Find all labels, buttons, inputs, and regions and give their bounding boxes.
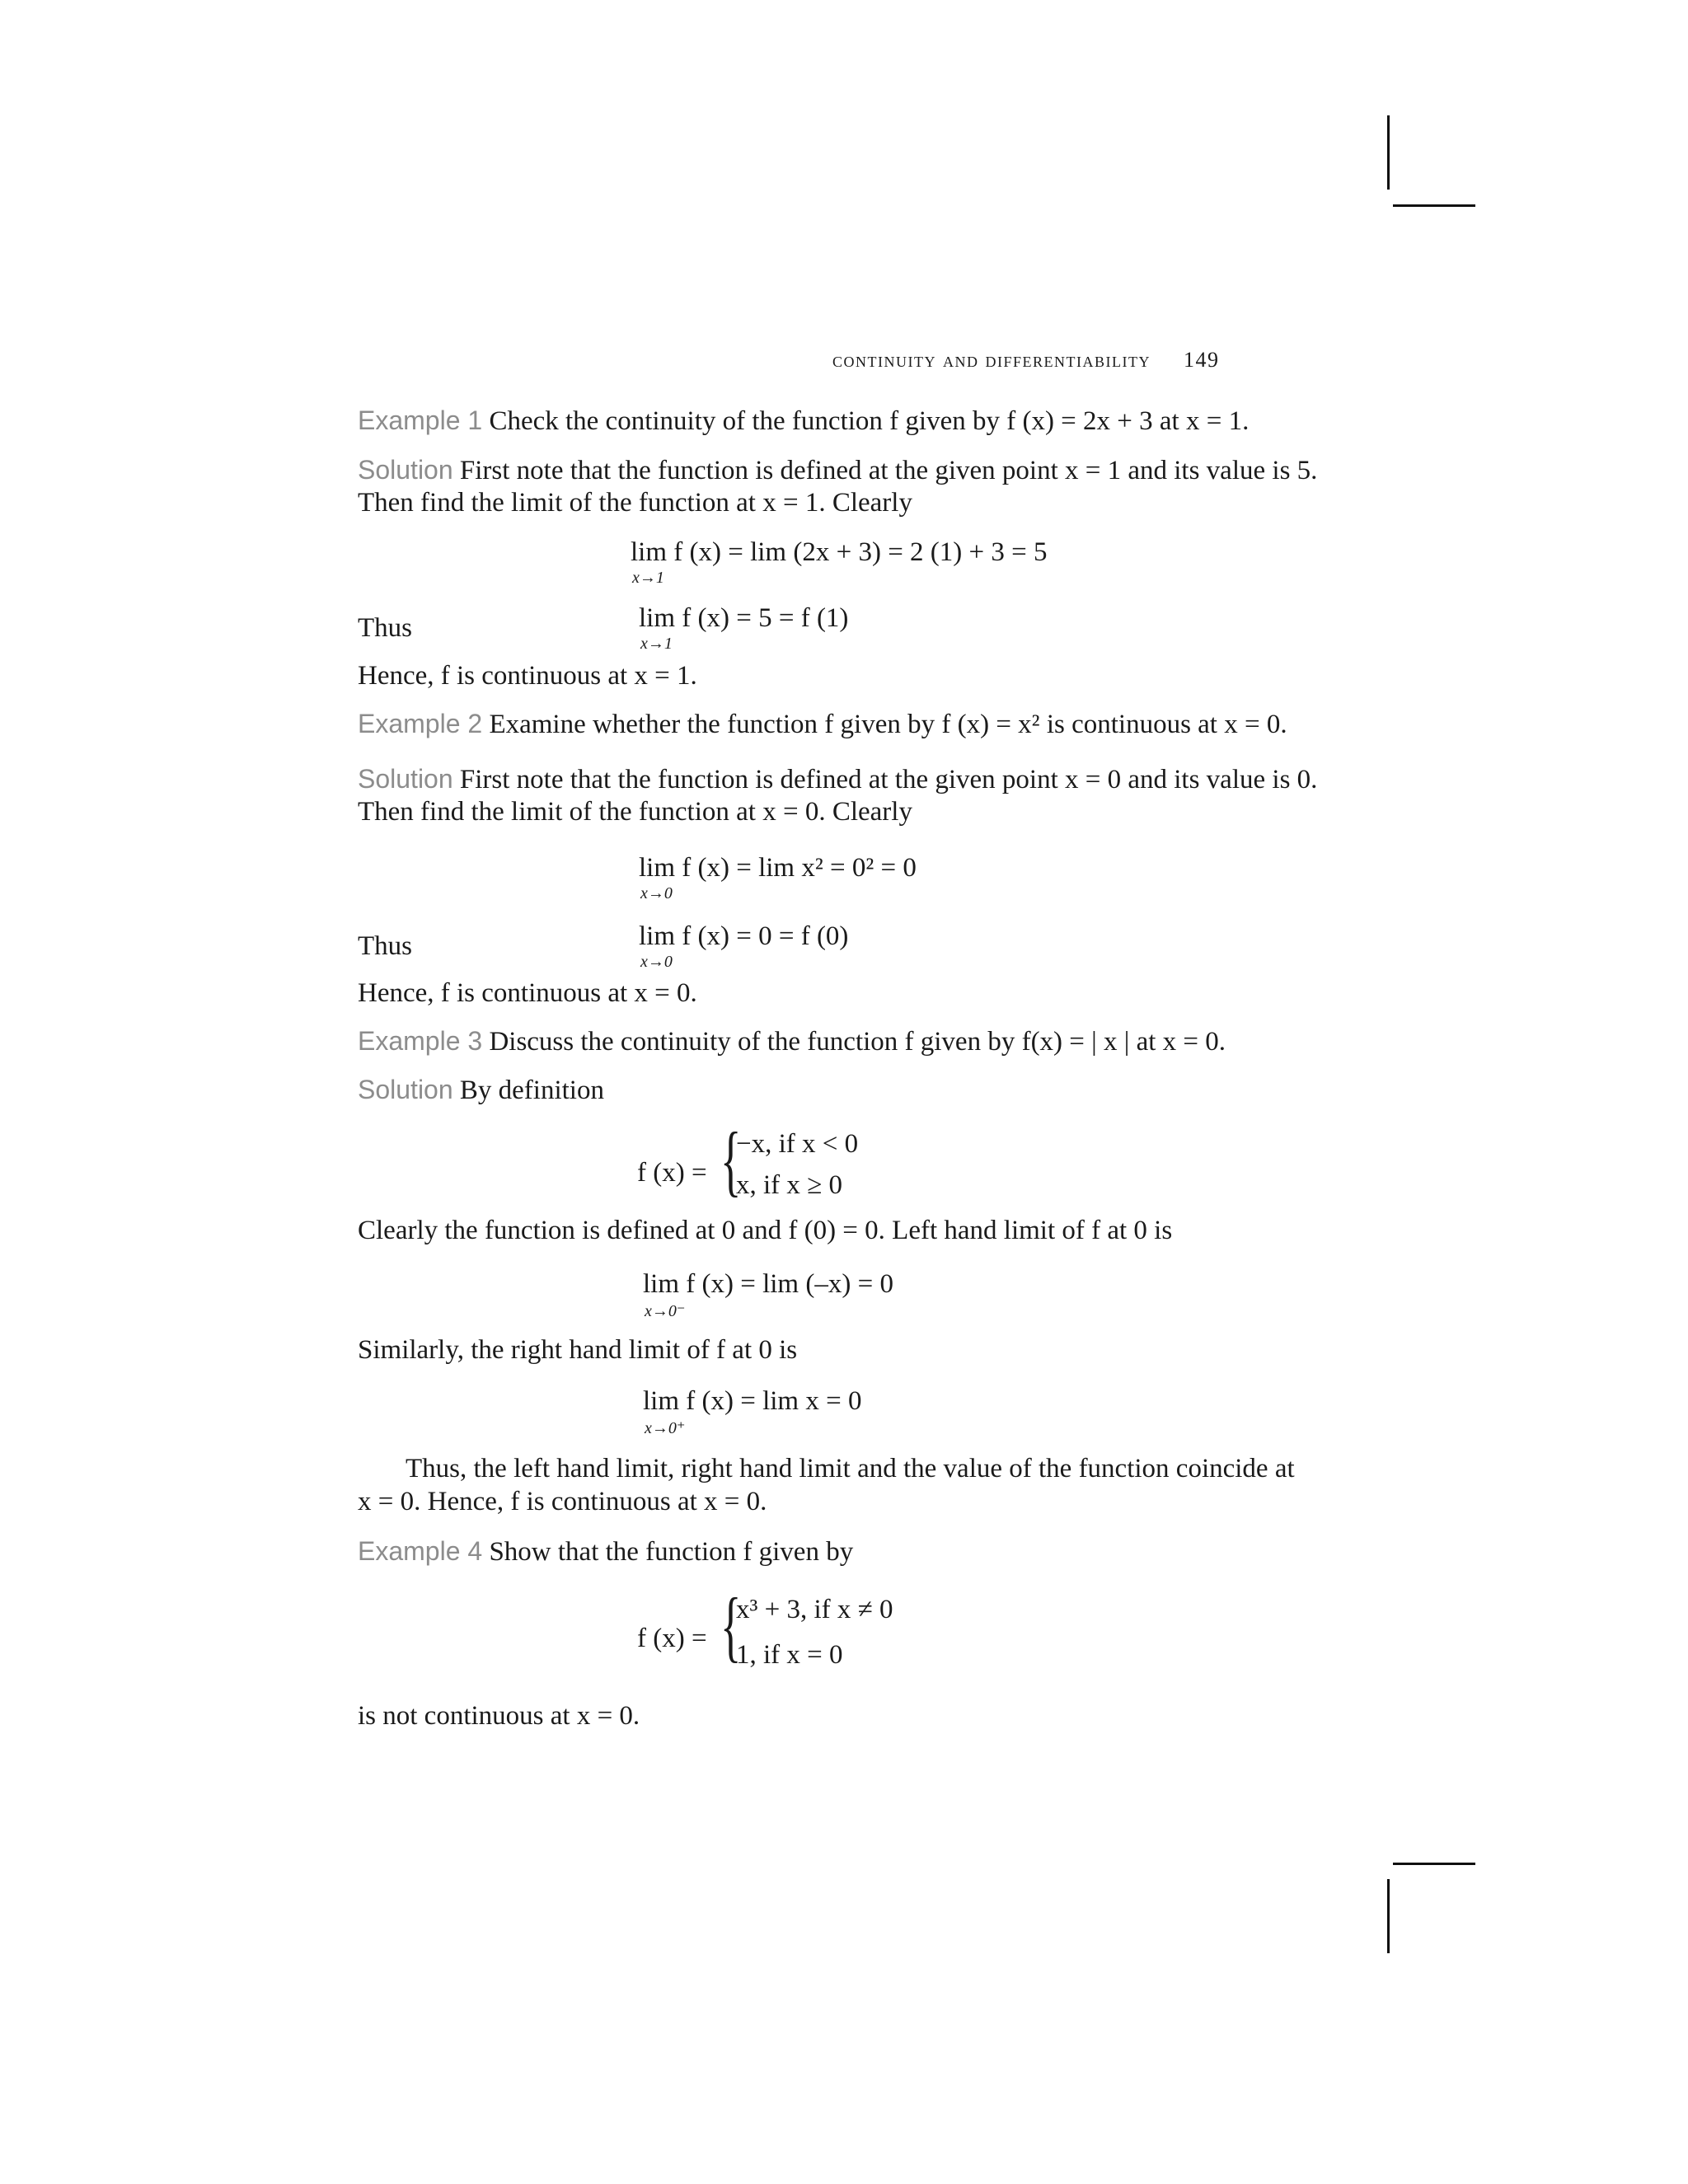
- equation-text: f (x) = lim (–x) = 0: [686, 1269, 893, 1299]
- lim-subscript: x→1: [632, 569, 664, 587]
- example-3-case-1: −x, if x < 0: [736, 1129, 859, 1159]
- example-4-statement: [358, 1535, 853, 1568]
- lim-text: lim: [639, 603, 676, 633]
- lim-text: lim: [643, 1269, 680, 1299]
- lim-operator: [639, 853, 676, 902]
- solution-label: Solution: [358, 455, 453, 485]
- thus-label: Thus: [358, 931, 412, 961]
- example-1-solution-line1: [358, 453, 1317, 487]
- lim-operator: [631, 537, 668, 587]
- example-3-fx-label: f (x) =: [637, 1158, 707, 1188]
- equation-text: f (x) = 5 = f (1): [682, 603, 849, 633]
- lim-subscript: x→0⁺: [645, 1419, 686, 1437]
- lim-operator: [639, 921, 676, 971]
- example-3-label: Example 3: [358, 1026, 483, 1056]
- example-3-statement: [358, 1024, 1226, 1058]
- solution-text: First note that the function is defined at the given point x = 1 and its value is 5.: [459, 456, 1318, 485]
- equation-text: f (x) = lim x = 0: [686, 1386, 862, 1416]
- example-2-solution-line1: [358, 762, 1317, 796]
- equation-text: f (x) = lim (2x + 3) = 2 (1) + 3 = 5: [673, 537, 1048, 567]
- lim-subscript: x→0⁻: [645, 1302, 686, 1320]
- example-3-right-limit-intro: Similarly, the right hand limit of f at 0 is: [358, 1335, 798, 1365]
- solution-label: Solution: [358, 1075, 453, 1104]
- example-4-text: Show that the function f given by: [489, 1537, 854, 1567]
- equation-text: f (x) = lim x² = 0² = 0: [682, 853, 917, 883]
- example-1-text: Check the continuity of the function f given by f (x) = 2x + 3 at x = 1.: [489, 406, 1250, 436]
- example-3-right-limit-equation: [643, 1386, 862, 1437]
- example-1-conclusion: Hence, f is continuous at x = 1.: [358, 661, 697, 691]
- example-3-solution: [358, 1073, 604, 1107]
- running-header: [832, 348, 1219, 373]
- lim-subscript: x→0: [640, 884, 673, 902]
- crop-mark-bottom-vertical: [1387, 1879, 1390, 1953]
- example-2-statement: [358, 707, 1287, 741]
- lim-operator: [639, 603, 676, 653]
- example-3-paragraph-line1: Thus, the left hand limit, right hand limit and the value of the function coincide at: [406, 1454, 1295, 1483]
- example-3-case-2: x, if x ≥ 0: [736, 1170, 843, 1200]
- example-3-paragraph-line2: x = 0. Hence, f is continuous at x = 0.: [358, 1487, 767, 1516]
- example-4-conclusion: is not continuous at x = 0.: [358, 1701, 640, 1731]
- left-brace-icon: {: [720, 1582, 742, 1670]
- lim-text: lim: [639, 853, 676, 883]
- lim-operator: [643, 1269, 686, 1320]
- example-1-solution-line2: Then find the limit of the function at x = 1. Clearly: [358, 488, 912, 518]
- lim-operator: [643, 1386, 686, 1437]
- example-4-case-1: x³ + 3, if x ≠ 0: [736, 1595, 893, 1624]
- example-1-equation-1: [631, 537, 1048, 587]
- example-2-equation-1: [639, 853, 917, 902]
- lim-text: lim: [639, 921, 676, 951]
- example-2-conclusion: Hence, f is continuous at x = 0.: [358, 978, 697, 1008]
- example-2-text: Examine whether the function f given by f (x) = x² is continuous at x = 0.: [489, 710, 1287, 739]
- example-3-left-limit-intro: Clearly the function is defined at 0 and f (0) = 0. Left hand limit of f at 0 is: [358, 1216, 1173, 1245]
- crop-mark-bottom-horizontal: [1393, 1863, 1475, 1865]
- header-title: continuity and differentiability: [832, 348, 1151, 372]
- crop-mark-top-vertical: [1387, 115, 1390, 190]
- example-4-case-2: 1, if x = 0: [736, 1640, 843, 1670]
- solution-text: By definition: [459, 1076, 604, 1105]
- example-2-solution-line2: Then find the limit of the function at x = 0. Clearly: [358, 797, 912, 827]
- example-3-text: Discuss the continuity of the function f given by f(x) = | x | at x = 0.: [489, 1027, 1226, 1057]
- example-1-statement: [358, 404, 1249, 438]
- left-brace-icon: {: [720, 1116, 742, 1204]
- example-4-fx-label: f (x) =: [637, 1624, 707, 1653]
- example-3-left-limit-equation: [643, 1269, 893, 1320]
- solution-text: First note that the function is defined at the given point x = 0 and its value is 0.: [459, 765, 1318, 794]
- lim-subscript: x→1: [640, 635, 673, 653]
- equation-text: f (x) = 0 = f (0): [682, 921, 849, 951]
- example-1-equation-2: [639, 603, 849, 653]
- example-2-label: Example 2: [358, 709, 483, 738]
- page-number: 149: [1183, 348, 1220, 372]
- thus-label: Thus: [358, 613, 412, 643]
- example-1-label: Example 1: [358, 405, 483, 435]
- solution-label: Solution: [358, 764, 453, 794]
- lim-text: lim: [643, 1386, 680, 1416]
- lim-subscript: x→0: [640, 953, 673, 971]
- crop-mark-top-horizontal: [1393, 204, 1475, 207]
- lim-text: lim: [631, 537, 668, 567]
- example-2-equation-2: [639, 921, 849, 971]
- example-4-label: Example 4: [358, 1536, 483, 1566]
